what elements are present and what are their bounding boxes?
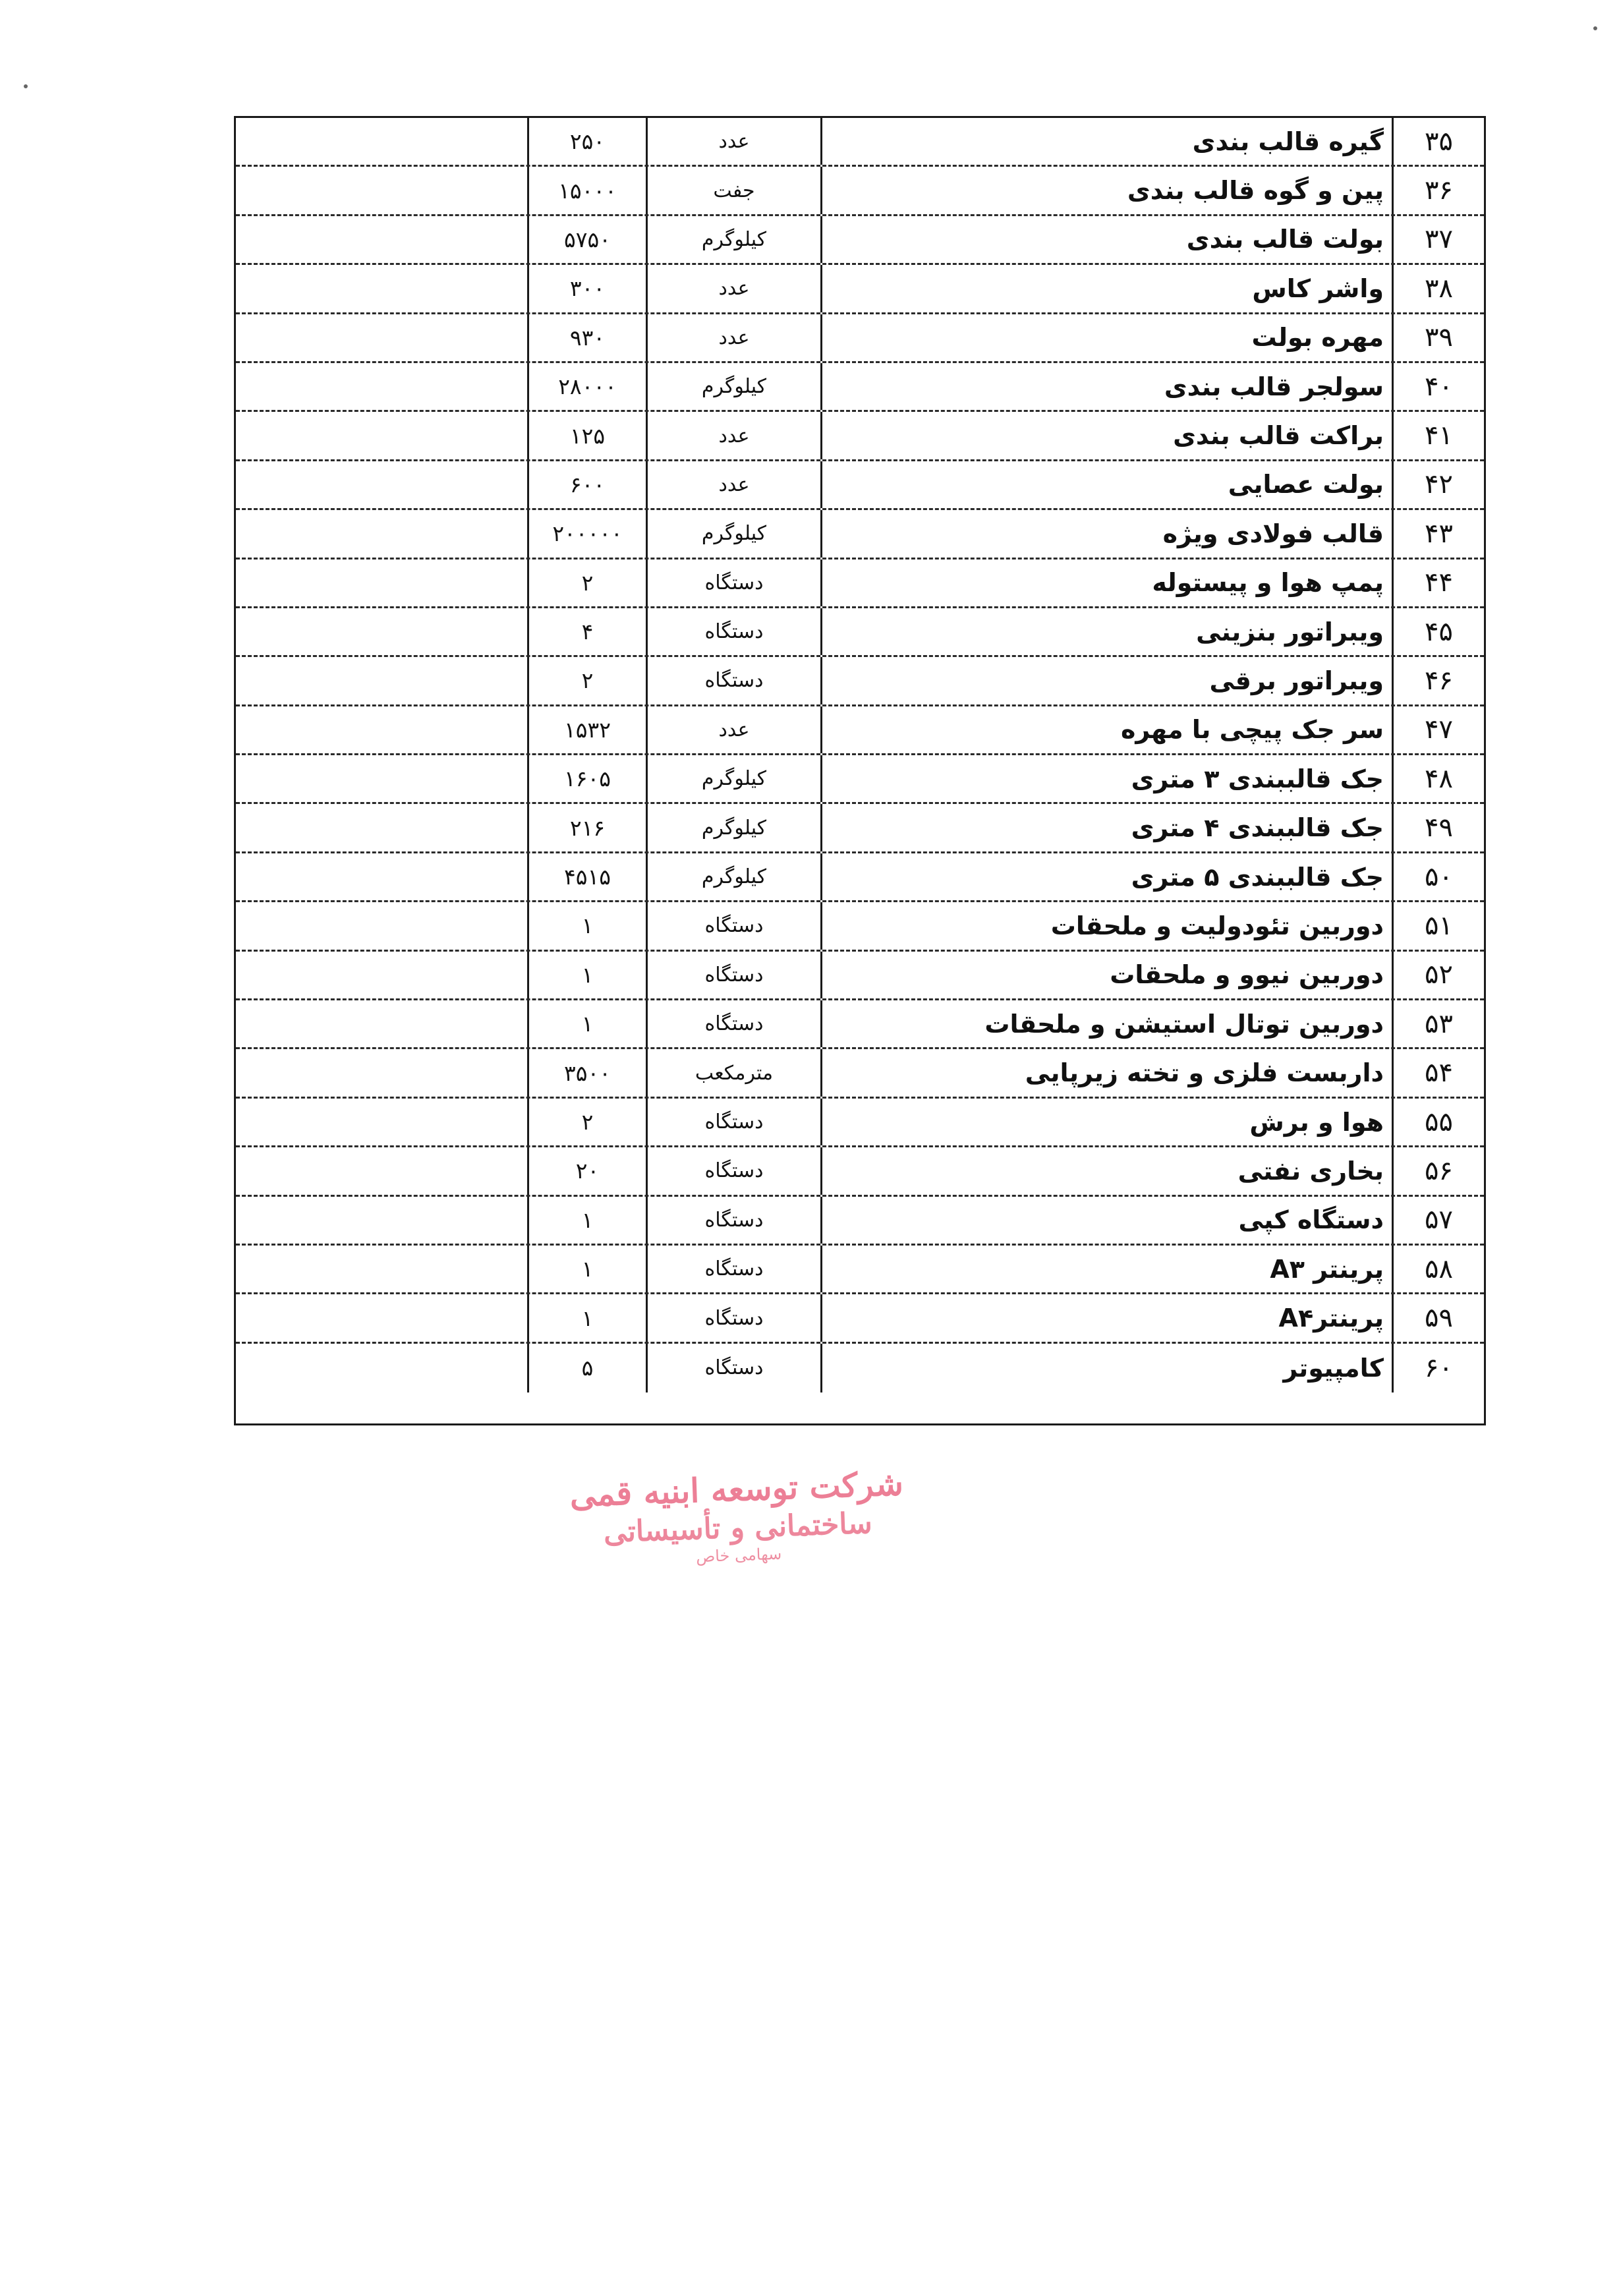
item-name: پمپ هوا و پیستوله	[820, 560, 1392, 606]
table-row	[236, 167, 1484, 215]
item-name: دوربین نیوو و ملحقات	[820, 952, 1392, 998]
item-notes	[236, 657, 527, 704]
row-number: ۴۵	[1392, 608, 1484, 655]
item-name: سر جک پیچی با مهره	[820, 706, 1392, 753]
item-name: واشر کاس	[820, 265, 1392, 312]
item-unit: کیلوگرم	[646, 853, 820, 900]
equipment-table	[234, 116, 1486, 1425]
table-row	[236, 706, 1484, 755]
row-number: ۵۸	[1392, 1246, 1484, 1292]
item-quantity: ۲۰	[527, 1147, 646, 1194]
item-quantity: ۱	[527, 952, 646, 998]
item-unit: عدد	[646, 265, 820, 312]
item-unit: دستگاه	[646, 1147, 820, 1194]
item-notes	[236, 461, 527, 508]
item-quantity: ۳۵۰۰	[527, 1049, 646, 1096]
row-number: ۴۱	[1392, 412, 1484, 459]
item-name: پرینترA۴	[820, 1294, 1392, 1341]
item-quantity: ۱	[527, 1246, 646, 1292]
item-name: دستگاه کپی	[820, 1197, 1392, 1244]
item-unit: دستگاه	[646, 560, 820, 606]
item-unit: دستگاه	[646, 1099, 820, 1145]
item-notes	[236, 1197, 527, 1244]
item-unit: کیلوگرم	[646, 804, 820, 851]
table-row	[236, 853, 1484, 902]
item-quantity: ۵۷۵۰	[527, 216, 646, 263]
row-number: ۳۵	[1392, 118, 1484, 165]
item-quantity: ۱۶۰۵	[527, 755, 646, 802]
item-name: قالب فولادی ویژه	[820, 510, 1392, 557]
item-unit: کیلوگرم	[646, 755, 820, 802]
row-number: ۵۹	[1392, 1294, 1484, 1341]
item-notes	[236, 902, 527, 949]
row-number: ۵۳	[1392, 1000, 1484, 1047]
row-number: ۴۴	[1392, 560, 1484, 606]
item-notes	[236, 706, 527, 753]
item-notes	[236, 1344, 527, 1392]
stamp-company-form: سهامی خاص	[695, 1544, 782, 1566]
row-number: ۵۶	[1392, 1147, 1484, 1194]
item-notes	[236, 314, 527, 361]
row-number: ۴۳	[1392, 510, 1484, 557]
item-notes	[236, 118, 527, 165]
row-number: ۵۱	[1392, 902, 1484, 949]
table-row	[236, 952, 1484, 1000]
row-number: ۴۷	[1392, 706, 1484, 753]
table-row	[236, 510, 1484, 559]
item-notes	[236, 1147, 527, 1194]
item-notes	[236, 510, 527, 557]
item-name: ویبراتور بنزینی	[820, 608, 1392, 655]
table-row	[236, 804, 1484, 853]
stamp-company-type: ساختمانی و تأسیساتی	[603, 1506, 873, 1550]
item-unit: دستگاه	[646, 952, 820, 998]
item-notes	[236, 216, 527, 263]
item-quantity: ۱۲۵	[527, 412, 646, 459]
item-quantity: ۲۰۰۰۰۰	[527, 510, 646, 557]
item-name: بولت عصایی	[820, 461, 1392, 508]
item-unit: دستگاه	[646, 657, 820, 704]
item-notes	[236, 560, 527, 606]
item-unit: عدد	[646, 412, 820, 459]
item-name: جک قالببندی ۴ متری	[820, 804, 1392, 851]
table-row	[236, 1000, 1484, 1049]
item-notes	[236, 265, 527, 312]
item-unit: دستگاه	[646, 1294, 820, 1341]
item-quantity: ۲	[527, 1099, 646, 1145]
item-notes	[236, 363, 527, 410]
table-row	[236, 1049, 1484, 1098]
item-unit: کیلوگرم	[646, 363, 820, 410]
row-number: ۵۴	[1392, 1049, 1484, 1096]
table-row	[236, 1197, 1484, 1246]
item-quantity: ۳۰۰	[527, 265, 646, 312]
item-unit: کیلوگرم	[646, 510, 820, 557]
table-row	[236, 657, 1484, 706]
row-number: ۳۷	[1392, 216, 1484, 263]
item-unit: دستگاه	[646, 902, 820, 949]
table-row	[236, 363, 1484, 412]
item-quantity: ۲۸۰۰۰	[527, 363, 646, 410]
row-number: ۳۹	[1392, 314, 1484, 361]
item-name: دوربین تئودولیت و ملحقات	[820, 902, 1392, 949]
item-unit: دستگاه	[646, 1000, 820, 1047]
table-row	[236, 461, 1484, 510]
item-notes	[236, 1294, 527, 1341]
item-name: جک قالببندی ۵ متری	[820, 853, 1392, 900]
item-quantity: ۱	[527, 902, 646, 949]
item-name: سولجر قالب بندی	[820, 363, 1392, 410]
item-name: ویبراتور برقی	[820, 657, 1392, 704]
item-quantity: ۶۰۰	[527, 461, 646, 508]
item-unit: عدد	[646, 461, 820, 508]
item-unit: جفت	[646, 167, 820, 214]
item-name: بخاری نفتی	[820, 1147, 1392, 1194]
item-quantity: ۱۵۳۲	[527, 706, 646, 753]
item-unit: دستگاه	[646, 1246, 820, 1292]
item-quantity: ۲	[527, 657, 646, 704]
table-row	[236, 902, 1484, 951]
table-row	[236, 412, 1484, 461]
item-name: پین و گوه قالب بندی	[820, 167, 1392, 214]
item-quantity: ۱	[527, 1197, 646, 1244]
item-name: هوا و برش	[820, 1099, 1392, 1145]
row-number: ۴۹	[1392, 804, 1484, 851]
item-name: جک قالببندی ۳ متری	[820, 755, 1392, 802]
row-number: ۶۰	[1392, 1344, 1484, 1392]
item-name: داربست فلزی و تخته زیرپایی	[820, 1049, 1392, 1096]
row-number: ۴۲	[1392, 461, 1484, 508]
row-number: ۵۷	[1392, 1197, 1484, 1244]
item-unit: عدد	[646, 118, 820, 165]
item-quantity: ۵	[527, 1344, 646, 1392]
scan-speck	[1593, 26, 1597, 30]
item-notes	[236, 755, 527, 802]
table-row	[236, 1344, 1484, 1392]
item-name: کامپیوتر	[820, 1344, 1392, 1392]
item-unit: دستگاه	[646, 608, 820, 655]
item-unit: دستگاه	[646, 1344, 820, 1392]
item-name: براکت قالب بندی	[820, 412, 1392, 459]
item-quantity: ۱۵۰۰۰	[527, 167, 646, 214]
item-quantity: ۲	[527, 560, 646, 606]
table-row	[236, 118, 1484, 167]
scan-speck	[24, 84, 28, 88]
item-quantity: ۱	[527, 1294, 646, 1341]
item-notes	[236, 1049, 527, 1096]
item-notes	[236, 853, 527, 900]
item-name: بولت قالب بندی	[820, 216, 1392, 263]
row-number: ۵۰	[1392, 853, 1484, 900]
item-notes	[236, 412, 527, 459]
item-name: پرینتر A۳	[820, 1246, 1392, 1292]
table-row	[236, 1147, 1484, 1196]
item-notes	[236, 1246, 527, 1292]
row-number: ۳۶	[1392, 167, 1484, 214]
row-number: ۴۰	[1392, 363, 1484, 410]
item-unit: عدد	[646, 314, 820, 361]
stamp-company-name: شرکت توسعه ابنیه قمی	[569, 1464, 904, 1514]
item-unit: عدد	[646, 706, 820, 753]
row-number: ۵۵	[1392, 1099, 1484, 1145]
item-name: گیره قالب بندی	[820, 118, 1392, 165]
row-number: ۴۸	[1392, 755, 1484, 802]
item-quantity: ۲۵۰	[527, 118, 646, 165]
item-unit: مترمکعب	[646, 1049, 820, 1096]
item-notes	[236, 804, 527, 851]
item-name: مهره بولت	[820, 314, 1392, 361]
item-notes	[236, 608, 527, 655]
item-quantity: ۱	[527, 1000, 646, 1047]
table-row	[236, 608, 1484, 657]
row-number: ۵۲	[1392, 952, 1484, 998]
company-stamp	[565, 1464, 911, 1601]
table-row	[236, 265, 1484, 314]
item-quantity: ۲۱۶	[527, 804, 646, 851]
item-unit: کیلوگرم	[646, 216, 820, 263]
item-unit: دستگاه	[646, 1197, 820, 1244]
row-number: ۴۶	[1392, 657, 1484, 704]
item-quantity: ۹۳۰	[527, 314, 646, 361]
table-row	[236, 755, 1484, 804]
table-row	[236, 560, 1484, 608]
item-notes	[236, 952, 527, 998]
item-notes	[236, 1099, 527, 1145]
item-quantity: ۴۵۱۵	[527, 853, 646, 900]
row-number: ۳۸	[1392, 265, 1484, 312]
item-quantity: ۴	[527, 608, 646, 655]
item-notes	[236, 1000, 527, 1047]
table-row	[236, 1294, 1484, 1343]
table-row	[236, 216, 1484, 265]
item-name: دوربین توتال استیشن و ملحقات	[820, 1000, 1392, 1047]
table-row	[236, 1246, 1484, 1294]
table-row	[236, 1099, 1484, 1147]
table-row	[236, 314, 1484, 363]
item-notes	[236, 167, 527, 214]
